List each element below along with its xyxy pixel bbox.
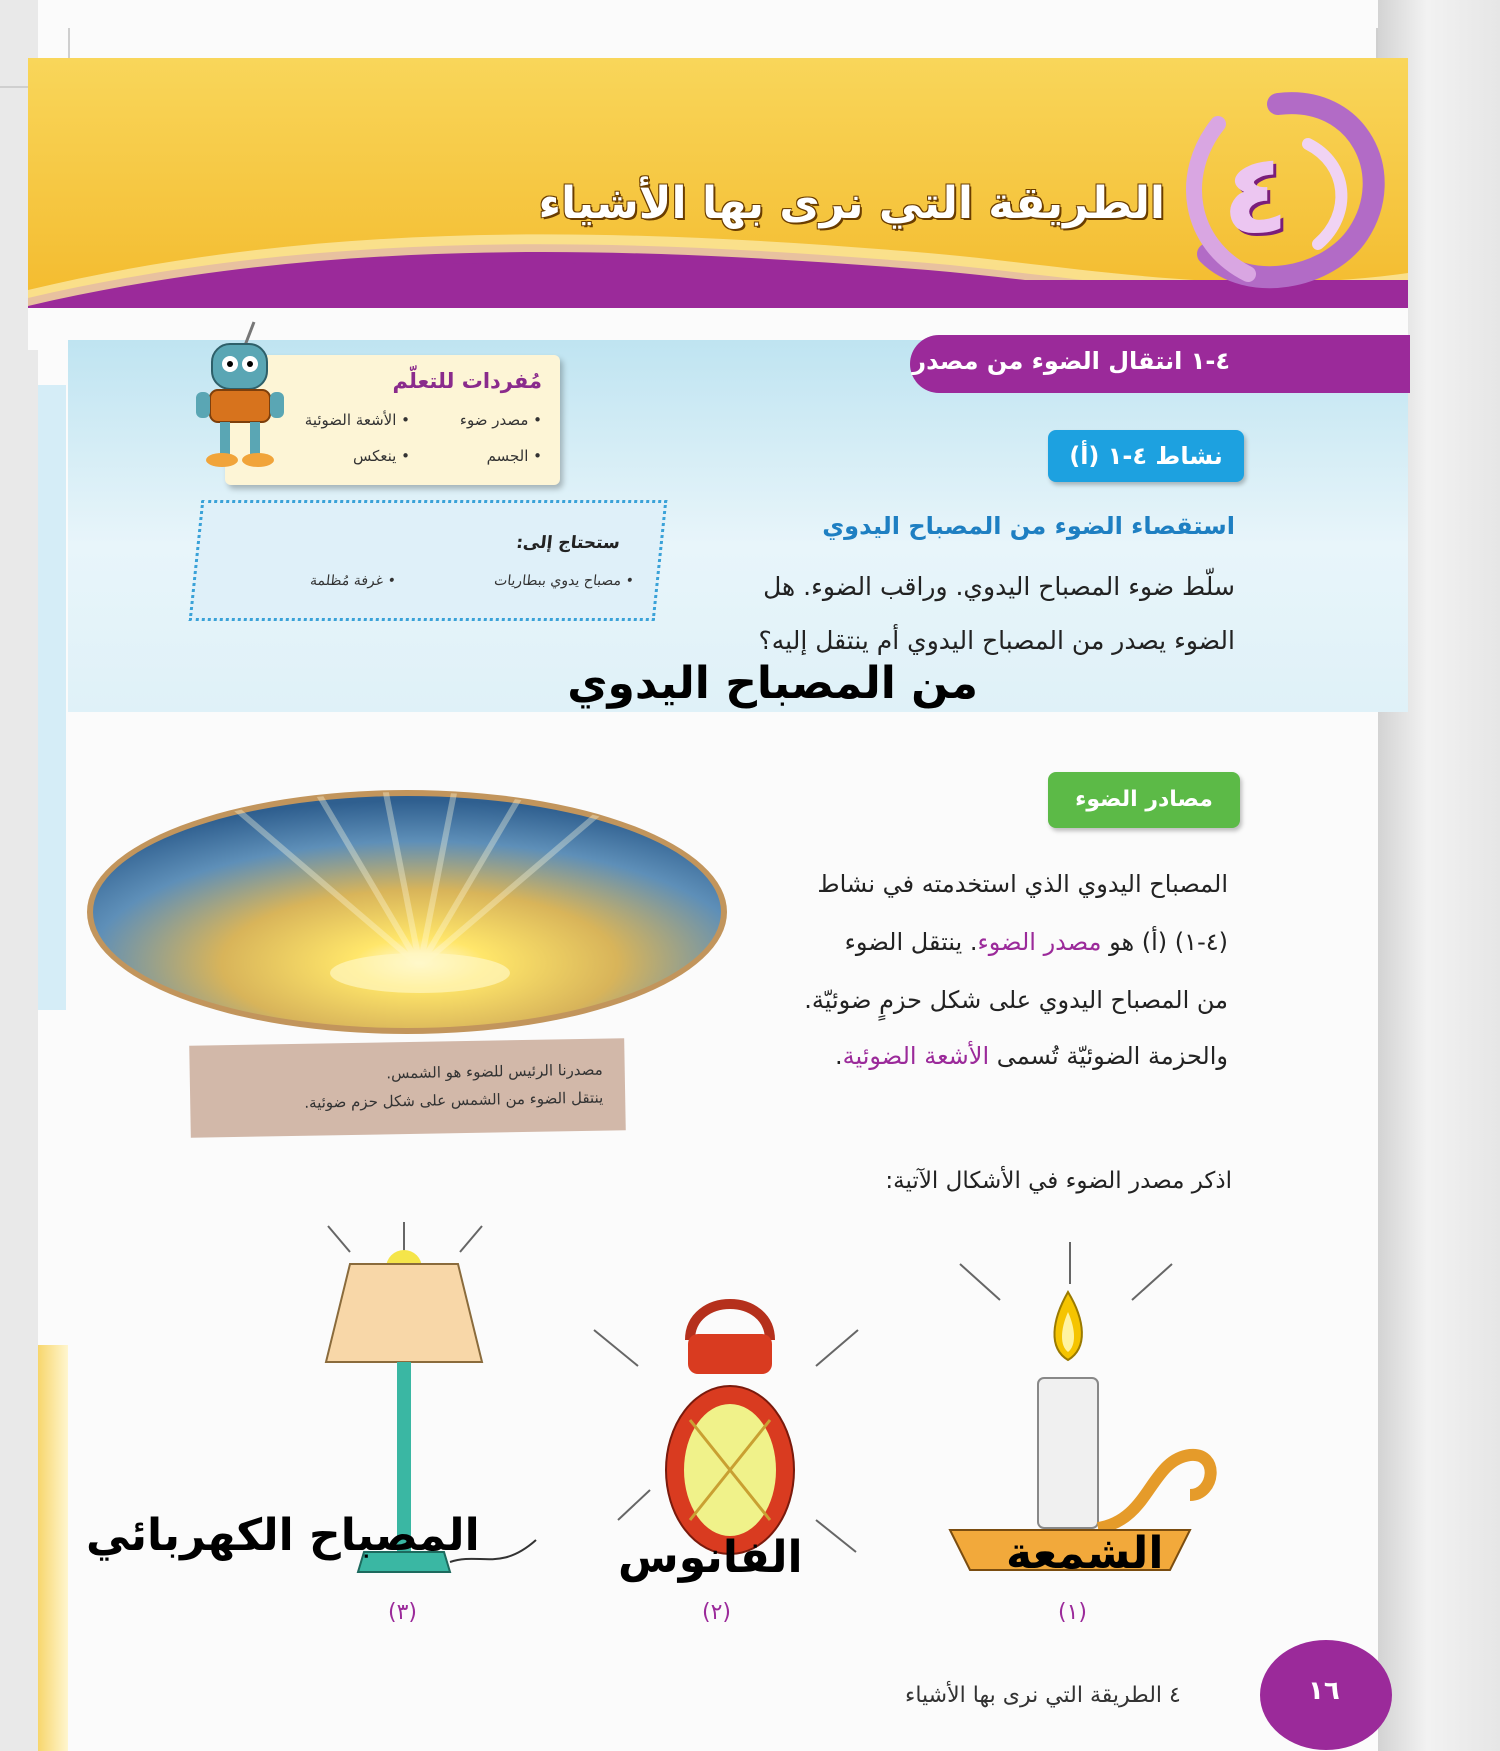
materials-title: ستحتاج إلى: xyxy=(515,533,621,553)
light-sources-label: مصادر الضوء xyxy=(1048,772,1240,828)
light-text-line4: والحزمة الضوئيّة تُسمى الأشعة الضوئية. xyxy=(834,1042,1228,1070)
chapter-number: ٤ xyxy=(1222,130,1290,258)
robot-mascot-icon xyxy=(192,318,292,473)
vocabulary-item: • مصدر ضوء xyxy=(459,411,542,429)
vocabulary-item: • الأشعة الضوئية xyxy=(304,411,410,429)
crop-mark xyxy=(1376,28,1378,58)
materials-box xyxy=(189,500,668,621)
light-text-line2: (٤-١) (أ) هو مصدر الضوء. ينتقل الضوء xyxy=(844,928,1228,956)
figures-question: اذكر مصدر الضوء في الأشكال الآتية: xyxy=(885,1168,1232,1194)
margin-strip xyxy=(38,385,66,1010)
footer-chapter-title: ٤ الطريقة التي نرى بها الأشياء xyxy=(905,1683,1181,1708)
figure-number: (١) xyxy=(1058,1600,1088,1625)
sunset-image xyxy=(85,788,730,1036)
term-light-source: مصدر الضوء xyxy=(977,928,1102,956)
chapter-title: الطريقة التي نرى بها الأشياء xyxy=(538,178,1165,229)
electric-lamp-answer: المصباح الكهربائي xyxy=(86,1510,480,1561)
materials-item: • مصباح يدوي ببطاريات xyxy=(493,573,635,589)
sun-caption-line1: مصدرنا الرئيس للضوء هو الشمس. xyxy=(386,1060,603,1083)
sun-caption-line2: ينتقل الضوء من الشمس على شكل حزم ضوئية. xyxy=(304,1088,604,1112)
vocabulary-item: • الجسم xyxy=(486,447,542,465)
sun-caption xyxy=(189,1038,626,1138)
light-text-line1: المصباح اليدوي الذي استخدمته في نشاط xyxy=(817,870,1228,898)
figure-number: (٢) xyxy=(702,1600,732,1625)
activity-answer: من المصباح اليدوي xyxy=(567,658,978,709)
crop-mark xyxy=(68,28,70,58)
candle-answer: الشمعة xyxy=(1006,1528,1164,1579)
vocabulary-title: مُفردات للتعلّم xyxy=(392,369,542,393)
materials-item: • غرفة مُظلمة xyxy=(309,573,397,589)
activity-heading: استقصاء الضوء من المصباح اليدوي xyxy=(822,512,1235,540)
section-title: ٤-١ انتقال الضوء من مصدر xyxy=(912,347,1230,375)
vocabulary-item: • ينعكس xyxy=(353,447,410,465)
lantern-answer: الفانوس xyxy=(618,1532,803,1583)
light-text-line3: من المصباح اليدوي على شكل حزمٍ ضوئيّة. xyxy=(804,986,1228,1014)
figure-number: (٣) xyxy=(388,1600,418,1625)
activity-text-line2: الضوء يصدر من المصباح اليدوي أم ينتقل إليه؟ xyxy=(758,626,1235,655)
page-number-badge xyxy=(1260,1640,1392,1750)
margin-strip xyxy=(38,1345,68,1751)
section-tag xyxy=(910,335,1410,393)
page-number: ١٦ xyxy=(1308,1676,1340,1706)
activity-label: نشاط ٤-١ (أ) xyxy=(1048,430,1244,482)
term-light-rays: الأشعة الضوئية xyxy=(842,1042,990,1070)
activity-text-line1: سلّط ضوء المصباح اليدوي. وراقب الضوء. هل xyxy=(763,572,1235,601)
